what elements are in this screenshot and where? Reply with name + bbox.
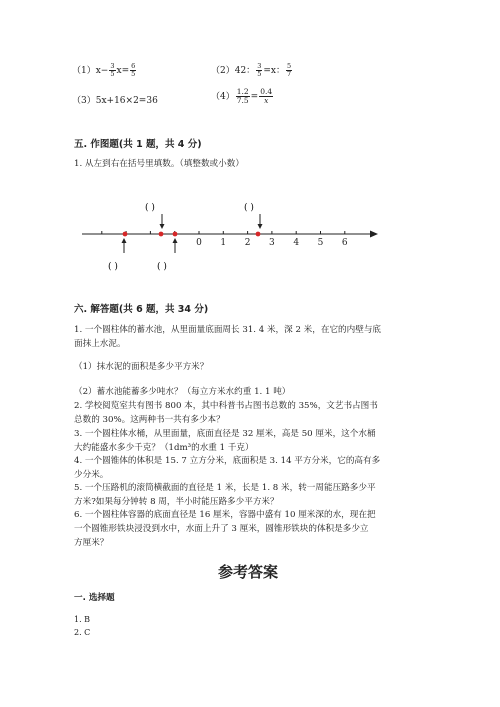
- question-text: 方厘米？: [74, 538, 109, 548]
- equation-4: （4） $\frac{1.2}{7.5}$ = $\frac{0.4}{x}$: [211, 87, 273, 105]
- arrow-tip: [122, 238, 127, 243]
- red-point: [173, 232, 178, 237]
- answer-bracket: ( ): [108, 262, 118, 272]
- question-text: 面抹上水泥。: [74, 339, 126, 349]
- question-text: 6. 一个圆柱体容器的底面直径是 16 厘米，容器中盛有 10 厘米深的水，现在把: [74, 510, 376, 520]
- question-text: 少分米。: [74, 470, 109, 480]
- number-line: [0, 195, 500, 275]
- answer-item: 2. C: [74, 628, 91, 637]
- question-text: 1. 从左到右在括号里填数。（填整数或小数）: [74, 159, 244, 169]
- tick-label: 2: [244, 238, 251, 248]
- tick-label: 4: [293, 238, 300, 248]
- fraction: $\frac{5}{7}$: [286, 62, 292, 78]
- equation-1: （1）x− $\frac{3}{5}$ x= $\frac{6}{5}$: [72, 62, 136, 78]
- equation-2: （2）42： $\frac{3}{5}$ =x： $\frac{5}{7}$: [211, 62, 292, 78]
- red-point: [123, 232, 128, 237]
- arrow-tip: [258, 224, 263, 229]
- answer-bracket: ( ): [145, 203, 155, 213]
- tick-label: 0: [196, 238, 202, 248]
- question-text: 方米?如果每分钟转 8 周，半小时能压路多少平方米？: [74, 497, 279, 507]
- answer-bracket: ( ): [157, 262, 167, 272]
- tick-label: 1: [220, 238, 227, 248]
- fraction: $\frac{0.4}{x}$: [260, 87, 273, 105]
- red-point: [159, 232, 164, 237]
- tick-labels: [196, 238, 348, 248]
- answers-title: 参考答案: [218, 563, 279, 581]
- answer-bracket: ( ): [244, 203, 254, 213]
- question-text: 2. 学校阅览室共有图书 800 本，其中科普书占图书总数的 35%，文艺书占图书: [74, 401, 378, 411]
- question-text: 大约能盛水多少千克？（1dm³的水重 1 千克）: [74, 443, 254, 453]
- arrow-tip: [160, 224, 165, 229]
- question-text: 4. 一个圆锥体的体积是 15. 7 立方分米，底面积是 3. 14 平方分米，它的高有多: [74, 456, 381, 466]
- fraction: $\frac{3}{5}$: [257, 62, 262, 78]
- sub-question: （2）蓄水池能蓄多少吨水？（每立方米水约重 1. 1 吨）: [74, 387, 291, 397]
- sub-question: （1）抹水泥的面积是多少平方米？: [74, 362, 209, 372]
- arrow-tip: [173, 238, 178, 243]
- question-text: 1. 一个圆柱体的蓄水池，从里面量底面周长 31. 4 米，深 2 米，在它的内壁与底: [74, 325, 382, 335]
- section-heading: 六. 解答题(共 6 题，共 34 分): [74, 304, 209, 315]
- arrow-head: [370, 231, 378, 238]
- section-heading: 五. 作图题(共 1 题，共 4 分): [74, 139, 202, 150]
- question-text: 总数的 30%。这两种书一共有多少本？: [74, 415, 225, 425]
- fraction: $\frac{3}{5}$: [110, 62, 115, 78]
- section-heading: 一. 选择题: [74, 593, 115, 603]
- question-text: 5. 一个压路机的滚筒横截面的直径是 1 米，长是 1. 8 米，转一周能压路多少平: [74, 483, 376, 493]
- answer-item: 1. B: [74, 615, 91, 624]
- question-text: 3. 一个圆柱体水桶，从里面量，底面直径是 32 厘米，高是 50 厘米，这个水桶: [74, 429, 376, 439]
- question-text: 一个圆锥形铁块浸没到水中，水面上升了 3 厘米，圆锥形铁块的体积是多少立: [74, 524, 369, 534]
- tick-label: 6: [341, 238, 348, 248]
- fraction: $\frac{6}{5}$: [131, 62, 136, 78]
- tick-label: 5: [317, 238, 324, 248]
- fraction: $\frac{1.2}{7.5}$: [236, 87, 249, 105]
- red-point: [256, 232, 261, 237]
- equation-3: （3）5x+16×2=36: [72, 96, 158, 106]
- tick-label: 3: [269, 238, 275, 248]
